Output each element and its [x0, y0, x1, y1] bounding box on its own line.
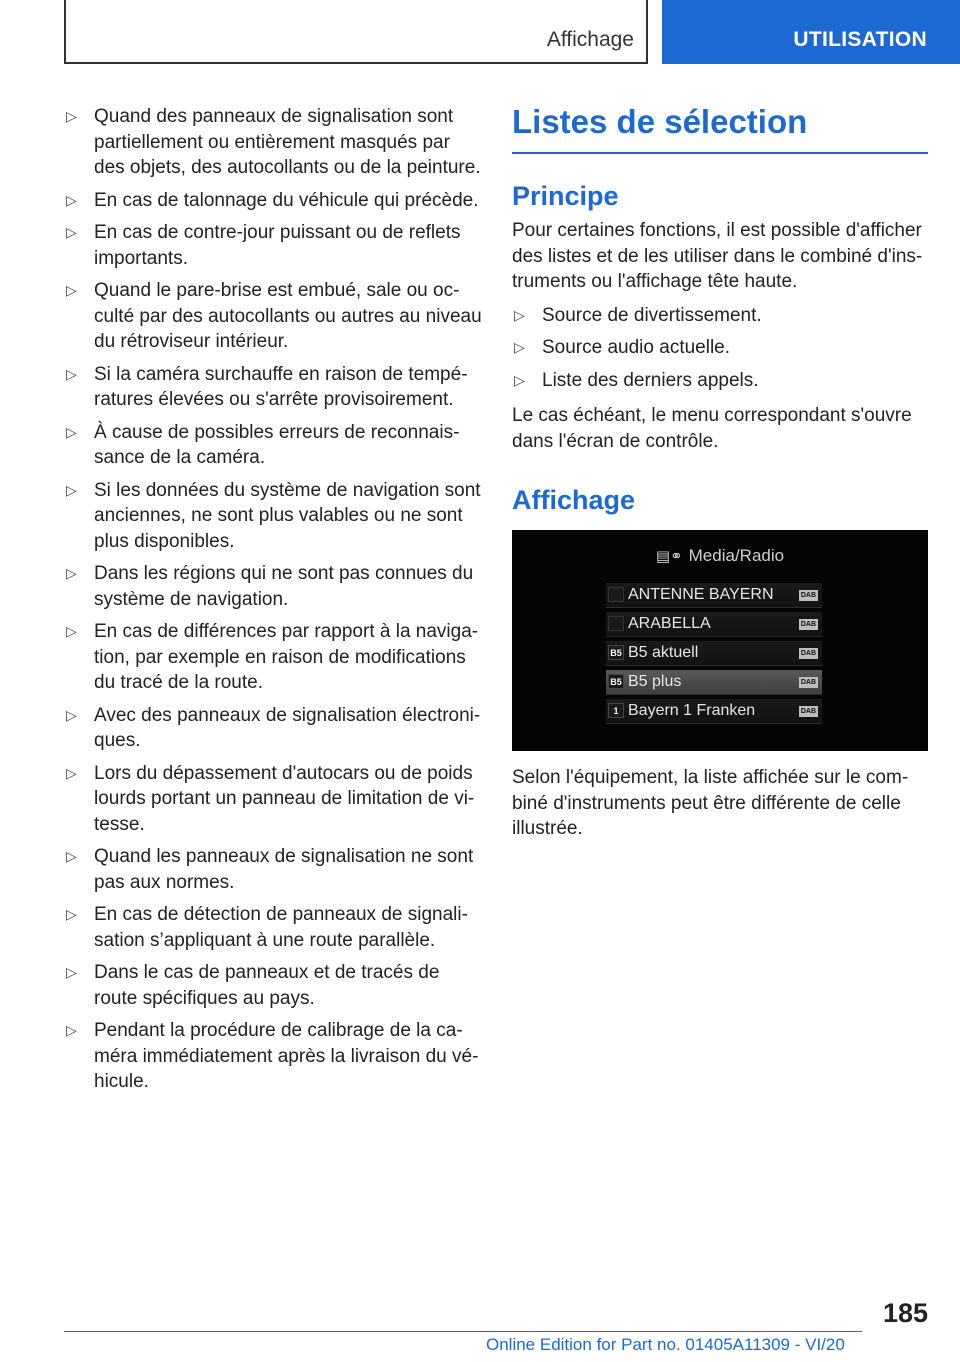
triangle-right-icon: ▷	[66, 423, 77, 440]
station-logo-icon	[608, 616, 624, 631]
triangle-right-icon: ▷	[514, 306, 525, 323]
triangle-right-icon: ▷	[66, 906, 77, 922]
station-name: Bayern 1 Franken	[628, 702, 756, 719]
list-item: ▷ Source audio actuelle.	[512, 335, 928, 361]
triangle-right-icon: ▷	[66, 848, 77, 864]
station-logo-icon: B5	[608, 674, 624, 689]
list-item: ▷ Liste des derniers appels.	[512, 368, 928, 394]
list-item: ▷ Quand les panneaux de signalisation ne sont pas aux normes.	[66, 846, 474, 893]
triangle-right-icon: ▷	[66, 706, 77, 723]
dab-badge: DAB	[800, 592, 816, 599]
principe-list	[512, 303, 928, 394]
figure-caption: Selon l'équipement, la liste affichée sur le combiné d'instruments peut être différente de celle illustrée.	[512, 767, 909, 839]
triangle-right-icon: ▷	[66, 565, 77, 581]
principe-intro: Pour certaines fonctions, il est possible d'afficher des listes et de les utiliser dans le combiné d'instruments ou l'affichage tête haute.	[512, 220, 923, 292]
principe-outro: Le cas échéant, le menu correspondant s'ouvre dans l'écran de contrôle.	[512, 405, 912, 452]
list-item: ▷ Pendant la procédure de calibrage de la caméra immédiatement après la livraison du véhicule.	[66, 1020, 479, 1092]
footer-edition: Online Edition for Part no. 01405A11309 - VI/20	[486, 1335, 845, 1354]
screen-list-item	[606, 583, 822, 608]
triangle-right-icon: ▷	[514, 371, 525, 388]
station-name: B5 plus	[628, 673, 682, 690]
screen-list-item	[606, 641, 822, 666]
triangle-right-icon: ▷	[66, 224, 77, 240]
right-column	[512, 102, 928, 849]
section-title: Listes de sélection	[512, 102, 928, 154]
triangle-right-icon: ▷	[66, 481, 77, 498]
list-item: ▷ Quand le pare-brise est embué, sale ou occulté par des autocollants ou autres au niveau du rétroviseur intérieur.	[66, 280, 482, 352]
conditions-list	[64, 104, 482, 1095]
station-name: B5 aktuell	[628, 644, 699, 661]
dab-badge: DAB	[800, 650, 816, 657]
header-section-title: Affichage	[546, 28, 634, 51]
header-chapter-tab	[662, 0, 960, 64]
list-item: ▷ À cause de possibles erreurs de reconnaissance de la caméra.	[66, 421, 460, 468]
list-item: ▷ Dans les régions qui ne sont pas connues du système de navigation.	[66, 563, 474, 610]
header-chapter-title: UTILISATION	[793, 28, 927, 51]
list-item: ▷ En cas de talonnage du véhicule qui précède.	[64, 188, 482, 214]
header-section-box	[64, 0, 648, 64]
list-item: ▷ En cas de différences par rapport à la navigation, par exemple en raison de modifications du tracé de la route.	[66, 621, 479, 693]
triangle-right-icon: ▷	[66, 964, 77, 980]
screen-list-item	[606, 612, 822, 637]
station-name: ANTENNE BAYERN	[628, 586, 774, 603]
list-item: ▷ Avec des panneaux de signalisation électroniques.	[66, 704, 481, 751]
list-item: ▷ En cas de détection de panneaux de signalisation s’appliquant à une route parallèle.	[66, 904, 468, 951]
triangle-right-icon: ▷	[66, 282, 77, 298]
list-item: ▷ Source de divertissement.	[512, 303, 928, 329]
page-number: 185	[882, 1298, 928, 1328]
left-column	[64, 104, 482, 1102]
list-item: ▷ Dans le cas de panneaux et de tracés de route spécifiques au pays.	[66, 962, 440, 1009]
dab-badge: DAB	[800, 708, 816, 715]
triangle-right-icon: ▷	[66, 1022, 77, 1038]
media-radio-icon: ▤⚭	[655, 548, 683, 565]
triangle-right-icon: ▷	[66, 191, 77, 208]
dab-badge: DAB	[800, 621, 816, 628]
footer-divider	[64, 1331, 862, 1332]
list-item: ▷ Si la caméra surchauffe en raison de températures élevées ou s'arrête provisoirement.	[66, 363, 468, 410]
station-logo-icon	[608, 587, 624, 602]
triangle-right-icon: ▷	[66, 365, 77, 382]
triangle-right-icon: ▷	[514, 339, 525, 355]
principe-heading: Principe	[512, 181, 619, 211]
list-item: ▷ Quand des panneaux de signalisation sont partiellement ou entièrement masqués par des objets, des autocollants ou de la peinture.	[66, 106, 481, 178]
station-logo-icon: 1	[608, 703, 624, 718]
screen-list-item	[606, 699, 822, 724]
screen-list-item-selected	[606, 670, 822, 695]
list-item: ▷ Lors du dépassement d'autocars ou de poids lourds portant un panneau de limitation de vitesse.	[66, 762, 475, 835]
triangle-right-icon: ▷	[66, 623, 77, 639]
triangle-right-icon: ▷	[66, 108, 77, 124]
station-name: ARABELLA	[628, 615, 711, 632]
list-item: ▷ En cas de contre-jour puissant ou de reflets importants.	[66, 222, 461, 269]
list-item: ▷ Si les données du système de navigation sont anciennes, ne sont plus valables ou ne sont plus disponibles.	[66, 479, 481, 552]
triangle-right-icon: ▷	[66, 764, 77, 781]
station-logo-icon: B5	[608, 645, 624, 660]
affichage-heading: Affichage	[512, 485, 636, 515]
media-radio-screenshot	[512, 530, 928, 751]
screen-title-text: Media/Radio	[688, 546, 785, 565]
screen-title	[512, 546, 928, 566]
dab-badge: DAB	[800, 679, 816, 686]
